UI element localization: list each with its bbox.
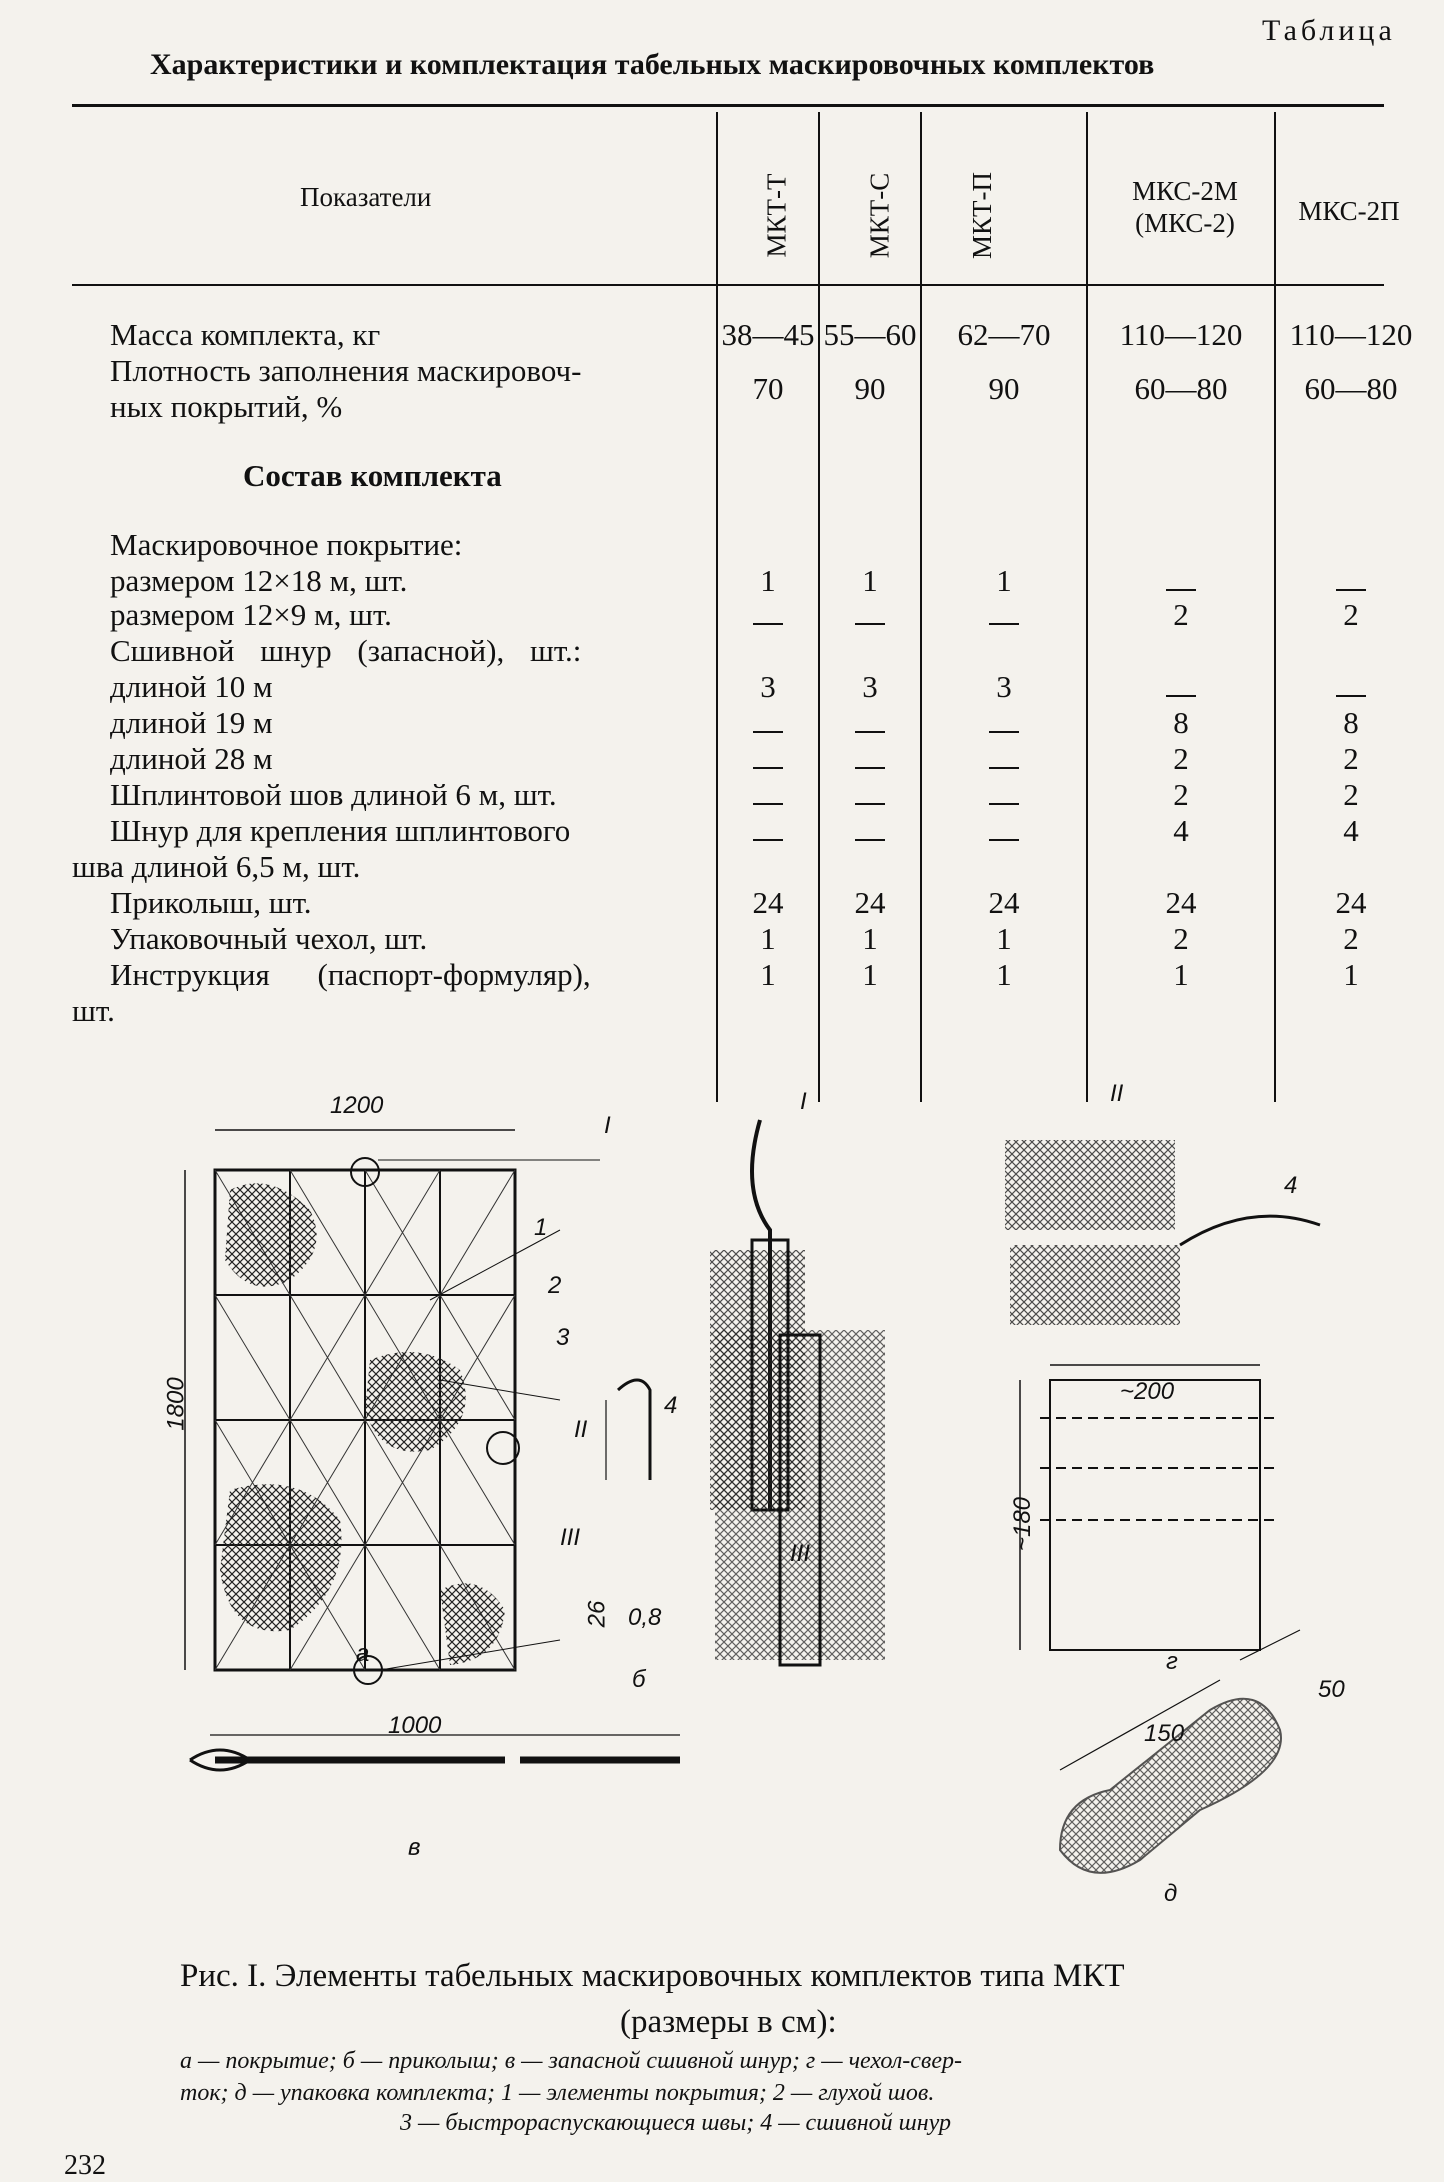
table-cell: 90 [854, 371, 886, 406]
sub-d: д [1164, 1880, 1178, 1907]
table-label: Таблица [1262, 14, 1396, 47]
table-cell: 2 [1173, 741, 1189, 776]
label-3: 3 [556, 1324, 570, 1351]
table-cell: 1 [862, 563, 878, 598]
empty-dash [855, 607, 885, 625]
table-cell: 3 [996, 669, 1012, 704]
figure-drawing [0, 1070, 1444, 1950]
table-cell [922, 778, 1086, 812]
empty-dash [855, 823, 885, 841]
table-cell: 24 [752, 885, 784, 920]
table-cell: 60—80 [1304, 371, 1398, 406]
table-cell: 8 [1343, 705, 1359, 740]
figure-caption: Рис. I. Элементы табельных маскировочных комплектов типа МКТ [180, 1958, 1125, 1994]
table-cell [718, 778, 818, 812]
empty-dash [1166, 679, 1196, 697]
table-cell: 38—45 [721, 317, 815, 352]
table-cell: 60—80 [1134, 371, 1228, 406]
empty-dash [753, 607, 783, 625]
empty-dash [1336, 573, 1366, 591]
peg-drawing [606, 1380, 650, 1480]
table-cell: 1 [760, 921, 776, 956]
table-cell [922, 598, 1086, 632]
detail-iii-drawing [715, 1330, 885, 1665]
sub-g: г [1166, 1648, 1178, 1675]
row-len10: длиной 10 м [110, 669, 273, 704]
table-cell [820, 598, 920, 632]
table-cell: 2 [1173, 597, 1189, 632]
label-4-i: 4 [664, 1392, 678, 1419]
row-len28: длиной 28 м [110, 741, 273, 776]
table-cell: 62—70 [957, 317, 1051, 352]
header-mks2p: МКС-2П [1298, 196, 1400, 226]
page-number: 232 [64, 2150, 106, 2181]
row-size2: размером 12×9 м, шт. [110, 597, 392, 632]
table-cell: 55—60 [823, 317, 917, 352]
table-cell: 24 [854, 885, 886, 920]
table-cell: 2 [1343, 741, 1359, 776]
row-density-2: ных покрытий, % [110, 389, 343, 424]
case-drawing [1020, 1365, 1275, 1650]
row-instr-2: шт. [72, 993, 115, 1028]
table-cell: 2 [1173, 777, 1189, 812]
table-cell: 24 [988, 885, 1020, 920]
table-cell [1276, 670, 1426, 704]
header-mkt-p: МКТ-П [967, 172, 997, 259]
table-cell: 2 [1343, 597, 1359, 632]
row-cordfix-2: шва длиной 6,5 м, шт. [72, 849, 361, 884]
table-cell: 24 [1335, 885, 1367, 920]
figure-legend-3: 3 — быстрораспускающиеся швы; 4 — сшивной шнур [400, 2110, 951, 2136]
row-case: Упаковочный чехол, шт. [110, 921, 428, 956]
table-cell [1088, 670, 1274, 704]
row-mass: Масса комплекта, кг [110, 317, 381, 352]
sub-a: а [356, 1640, 370, 1667]
table-cell: 4 [1343, 813, 1359, 848]
table-cell [1276, 564, 1426, 598]
empty-dash [1166, 573, 1196, 591]
table-cell [820, 778, 920, 812]
empty-dash [753, 823, 783, 841]
row-seam: Шплинтовой шов длиной 6 м, шт. [110, 777, 557, 812]
detail-ii-drawing [1005, 1140, 1320, 1325]
table-cell [922, 814, 1086, 848]
header-mkt-s: МКТ-С [864, 172, 895, 259]
figure-legend-1: а — покрытие; б — приколыш; в — запасной сшивной шнур; г — чехол-свер- [180, 2048, 962, 2074]
row-pegs: Приколыш, шт. [110, 885, 312, 920]
dim-150: 150 [1144, 1720, 1185, 1747]
dim-1800: 1800 [162, 1377, 190, 1431]
label-roman-i: I [800, 1088, 807, 1115]
table-cell [718, 706, 818, 740]
table-cell: 1 [996, 957, 1012, 992]
figure-legend-2: ток; д — упаковка комплекта; 1 — элементы покрытия; 2 — глухой шов. [180, 2080, 935, 2106]
table-cell [718, 598, 818, 632]
dim-50: 50 [1318, 1676, 1345, 1703]
table-cell: 1 [1173, 957, 1189, 992]
table-cell: 2 [1343, 921, 1359, 956]
row-size1: размером 12×18 м, шт. [110, 563, 408, 598]
table-cell: 24 [1165, 885, 1197, 920]
header-indicators: Показатели [300, 182, 432, 212]
table-cell: 1 [862, 921, 878, 956]
label-2: 2 [548, 1272, 562, 1299]
empty-dash [855, 787, 885, 805]
row-cord: Сшивной шнур (запасной), шт.: [110, 633, 582, 668]
table-cell [820, 706, 920, 740]
empty-dash [989, 823, 1019, 841]
dim-08: 0,8 [628, 1604, 662, 1631]
package-drawing [1060, 1630, 1300, 1873]
label-1: 1 [534, 1214, 548, 1241]
table-cell: 3 [862, 669, 878, 704]
label-roman-iii: III [790, 1540, 811, 1567]
empty-dash [989, 715, 1019, 733]
row-cordfix-1: Шнур для крепления шплинтового [110, 813, 571, 848]
table-header-rule [72, 284, 1384, 286]
table-cell [718, 742, 818, 776]
table-cell: 2 [1173, 921, 1189, 956]
label-roman-ii: II [1110, 1080, 1124, 1107]
empty-dash [753, 751, 783, 769]
dim-180: ~180 [1009, 1496, 1037, 1552]
row-cover: Маскировочное покрытие: [110, 527, 463, 562]
table-cell: 4 [1173, 813, 1189, 848]
label-4-ii: 4 [1284, 1172, 1298, 1199]
dim-26: 26 [583, 1600, 611, 1628]
empty-dash [855, 751, 885, 769]
header-mks2m: МКС-2М [1132, 176, 1238, 206]
empty-dash [989, 787, 1019, 805]
dim-1200: 1200 [330, 1092, 384, 1119]
spare-cord-drawing [190, 1735, 680, 1770]
row-density-1: Плотность заполнения маскировоч- [110, 353, 582, 388]
table-title: Характеристики и комплектация табельных маскировочных комплектов [150, 48, 1155, 81]
empty-dash [989, 751, 1019, 769]
header-mkt-t: МКТ-Т [761, 173, 792, 258]
table-top-rule [72, 104, 1384, 107]
row-len19: длиной 19 м [110, 705, 273, 740]
table-cell [820, 814, 920, 848]
sub-b: б [632, 1666, 646, 1693]
table-cell: 1 [862, 957, 878, 992]
table-cell: 3 [760, 669, 776, 704]
row-instr-1: Инструкция (паспорт-формуляр), [110, 957, 591, 992]
empty-dash [855, 715, 885, 733]
label-roman-ii-callout: II [574, 1416, 588, 1443]
table-cell: 8 [1173, 705, 1189, 740]
figure-caption-units: (размеры в см): [620, 2004, 837, 2040]
header-mks2m-alt: (МКС-2) [1135, 208, 1235, 238]
empty-dash [753, 715, 783, 733]
table-cell [718, 814, 818, 848]
empty-dash [753, 787, 783, 805]
table-cell: 110—120 [1119, 317, 1243, 352]
table-cell: 70 [752, 371, 784, 406]
table-cell: 1 [996, 563, 1012, 598]
table-cell [922, 742, 1086, 776]
table-cell: 110—120 [1289, 317, 1413, 352]
table-cell: 1 [996, 921, 1012, 956]
table-cell [820, 742, 920, 776]
empty-dash [989, 607, 1019, 625]
label-roman-i-callout: I [604, 1112, 611, 1139]
table-cell: 1 [760, 563, 776, 598]
label-roman-iii-callout: III [560, 1524, 581, 1551]
empty-dash [1336, 679, 1366, 697]
dim-1000: 1000 [388, 1712, 442, 1739]
table-cell [1088, 564, 1274, 598]
table-cell: 90 [988, 371, 1020, 406]
table-cell: 2 [1343, 777, 1359, 812]
dim-200: ~200 [1120, 1378, 1175, 1405]
sub-v: в [408, 1834, 421, 1861]
table-cell: 1 [1343, 957, 1359, 992]
table-cell: 1 [760, 957, 776, 992]
section-title: Состав комплекта [243, 458, 502, 493]
table-cell [922, 706, 1086, 740]
